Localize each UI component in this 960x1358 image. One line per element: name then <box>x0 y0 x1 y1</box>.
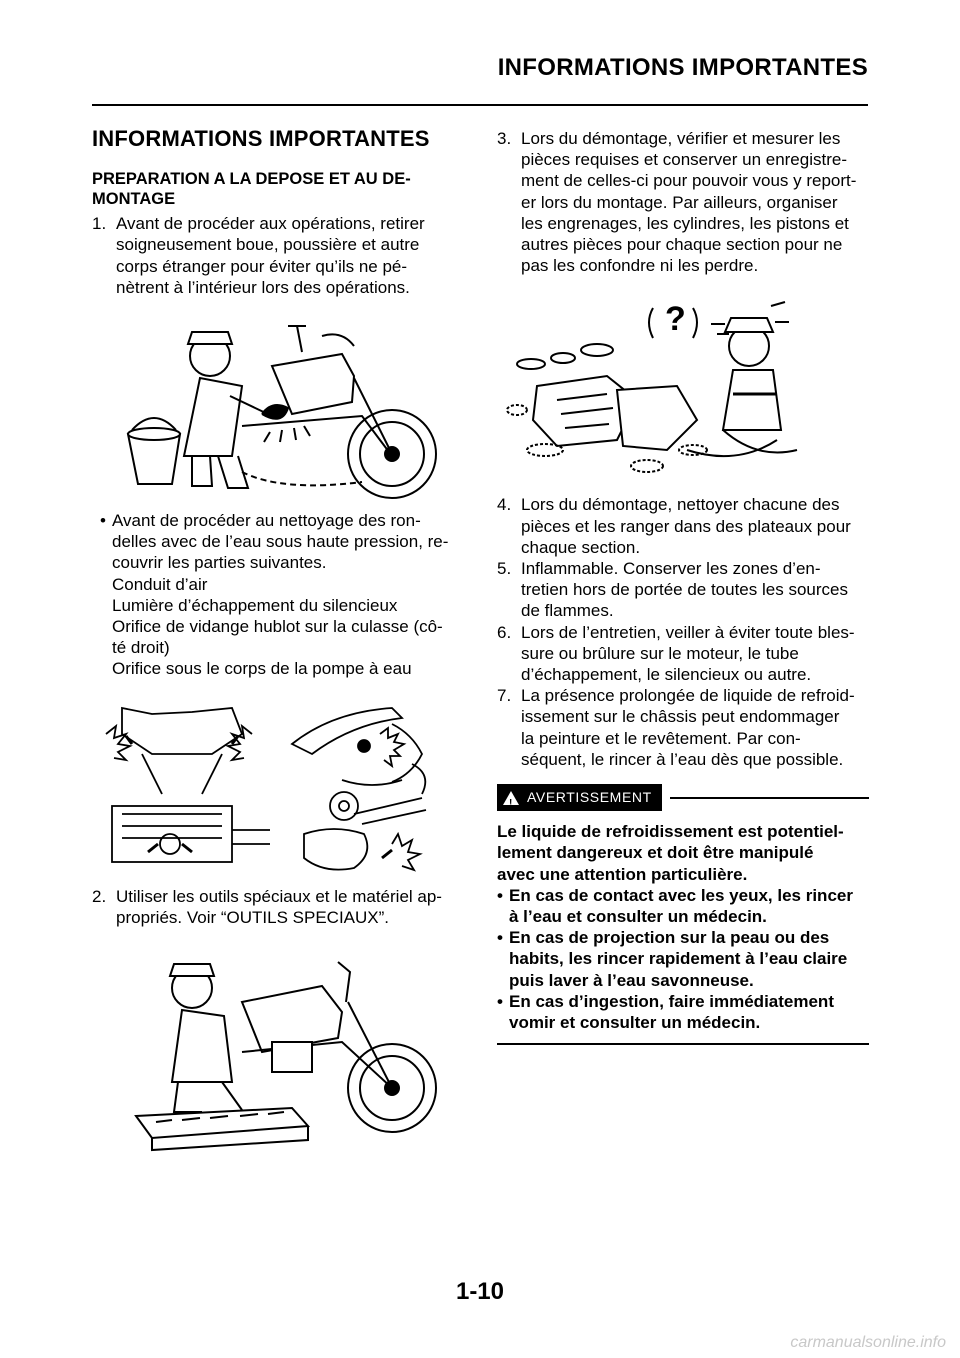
text-line: de flammes. <box>521 601 614 621</box>
item-number: 6. <box>497 622 512 642</box>
warning-bullet <box>497 991 869 1033</box>
left-column <box>92 128 470 1152</box>
text-line: lement dangereux et doit être manipulé <box>497 843 814 863</box>
bullet-mark: • <box>497 928 503 948</box>
text-line: puis laver à l’eau savonneuse. <box>509 970 754 990</box>
running-header-title: INFORMATIONS IMPORTANTES <box>497 54 868 81</box>
subsection-title-line: MONTAGE <box>92 190 176 209</box>
item-text <box>521 558 869 622</box>
list-item-6 <box>497 622 869 686</box>
text-line: Lors du démontage, vérifier et mesurer les <box>521 129 841 148</box>
bullet-text <box>509 885 869 927</box>
section-title: INFORMATIONS IMPORTANTES <box>92 126 430 151</box>
text-line: Lors de l’entretien, veiller à éviter toute bles- <box>521 622 855 642</box>
text-line: tretien hors de portée de toutes les sources <box>521 580 848 600</box>
text-line: sure ou brûlure sur le moteur, le tube <box>521 643 799 663</box>
cover-parts-illustration <box>92 694 470 878</box>
bullet-item <box>100 510 470 680</box>
parts-organization-illustration <box>497 290 869 482</box>
bullet-text <box>509 927 869 991</box>
item-text <box>521 128 869 276</box>
item-text <box>521 622 869 686</box>
text-line: En cas d’ingestion, faire immédiatement <box>509 991 834 1011</box>
text-line: Conduit d’air <box>112 574 208 594</box>
text-line: propriés. Voir “OUTILS SPECIAUX”. <box>116 907 390 927</box>
tools-bike-illustration <box>92 942 470 1152</box>
text-line: Lumière d’échappement du silencieux <box>112 595 398 615</box>
subsection-title <box>92 169 470 209</box>
text-line: les engrenages, les cylindres, les pistons et <box>521 213 849 233</box>
text-line: chaque section. <box>521 537 641 557</box>
text-line: En cas de contact avec les yeux, les rincer <box>509 885 853 905</box>
text-line: soigneusement boue, poussière et autre <box>116 235 420 255</box>
text-line: avec une attention particulière. <box>497 864 748 884</box>
item-text <box>116 886 470 928</box>
subsection-title-line: PREPARATION A LA DEPOSE ET AU DE- <box>92 170 411 189</box>
text-line: delles avec de l’eau sous haute pression, re- <box>112 532 449 552</box>
bullet-mark: • <box>497 885 503 905</box>
warning-label: AVERTISSEMENT <box>527 789 652 806</box>
text-line: autres pièces pour chaque section pour ne <box>521 235 843 255</box>
bullet-text <box>509 991 869 1033</box>
item-number: 5. <box>497 559 512 579</box>
list-item-5 <box>497 558 869 622</box>
text-line: Lors du démontage, nettoyer chacune des <box>521 495 840 515</box>
list-item-2 <box>92 886 470 928</box>
warning-symbol: ! <box>509 797 513 809</box>
warning-triangle-icon <box>503 791 519 809</box>
text-line: couvrir les parties suivantes. <box>112 553 327 573</box>
text-line: pièces et les ranger dans des plateaux pour <box>521 516 851 536</box>
warning-rule <box>670 797 869 799</box>
washing-bike-illustration <box>92 306 470 510</box>
item-number: 3. <box>497 129 512 148</box>
text-line: nètrent à l’intérieur lors des opérations. <box>116 277 410 297</box>
text-line: séquent, le rincer à l’eau dès que possible. <box>521 749 844 769</box>
text-line: Le liquide de refroidissement est potentiel- <box>497 822 844 842</box>
text-line: issement sur le châssis peut endommager <box>521 707 840 727</box>
warning-body <box>497 821 869 1033</box>
page-number: 1-10 <box>455 1278 505 1305</box>
text-line: habits, les rincer rapidement à l’eau claire <box>509 949 848 969</box>
text-line: ment de celles-ci pour pouvoir vous y report- <box>521 171 857 191</box>
text-line: Utiliser les outils spéciaux et le matériel ap- <box>116 886 442 906</box>
text-line: Inflammable. Conserver les zones d’en- <box>521 559 821 579</box>
text-line: Orifice sous le corps de la pompe à eau <box>112 659 412 679</box>
text-line: corps étranger pour éviter qu’ils ne pé- <box>116 256 408 276</box>
text-line: pas les confondre ni les perdre. <box>521 256 759 276</box>
text-line: vomir et consulter un médecin. <box>509 1013 761 1033</box>
text-line: la peinture et le revêtement. Par con- <box>521 728 801 748</box>
bullet-mark: • <box>497 991 503 1011</box>
item-text <box>521 494 869 558</box>
warning-end-rule <box>497 1043 869 1045</box>
warning-header <box>497 784 869 811</box>
text-line: té droit) <box>112 638 170 658</box>
text-line: d’échappement, le silencieux ou autre. <box>521 665 812 685</box>
item-number: 2. <box>92 886 107 906</box>
list-item-1 <box>92 213 470 298</box>
bullet-mark: • <box>100 511 106 531</box>
text-line: Orifice de vidange hublot sur la culasse (cô- <box>112 617 443 637</box>
warning-bullet <box>497 927 869 991</box>
text-line: à l’eau et consulter un médecin. <box>509 907 767 927</box>
text-line: pièces requises et conserver un enregistre- <box>521 150 847 170</box>
item-number: 1. <box>92 214 107 234</box>
warning-bullet <box>497 885 869 927</box>
item-number: 7. <box>497 686 512 706</box>
text-line: Avant de procéder au nettoyage des ron- <box>112 511 421 531</box>
footer-watermark[interactable]: carmanualsonline.info <box>790 1334 946 1351</box>
question-mark: ? <box>665 300 686 339</box>
item-number: 4. <box>497 495 512 515</box>
bullet-text <box>112 510 470 680</box>
list-item-7 <box>497 685 869 770</box>
warning-badge <box>497 784 662 811</box>
text-line: er lors du montage. Par ailleurs, organiser <box>521 192 838 212</box>
text-line: En cas de projection sur la peau ou des <box>509 928 830 948</box>
list-item-3 <box>497 128 869 276</box>
item-text <box>116 213 470 298</box>
header-rule <box>92 104 868 106</box>
list-item-4 <box>497 494 869 558</box>
item-text <box>521 685 869 770</box>
text-line: La présence prolongée de liquide de refroid- <box>521 686 855 706</box>
right-column <box>497 128 869 1045</box>
text-line: Avant de procéder aux opérations, retirer <box>116 214 425 234</box>
